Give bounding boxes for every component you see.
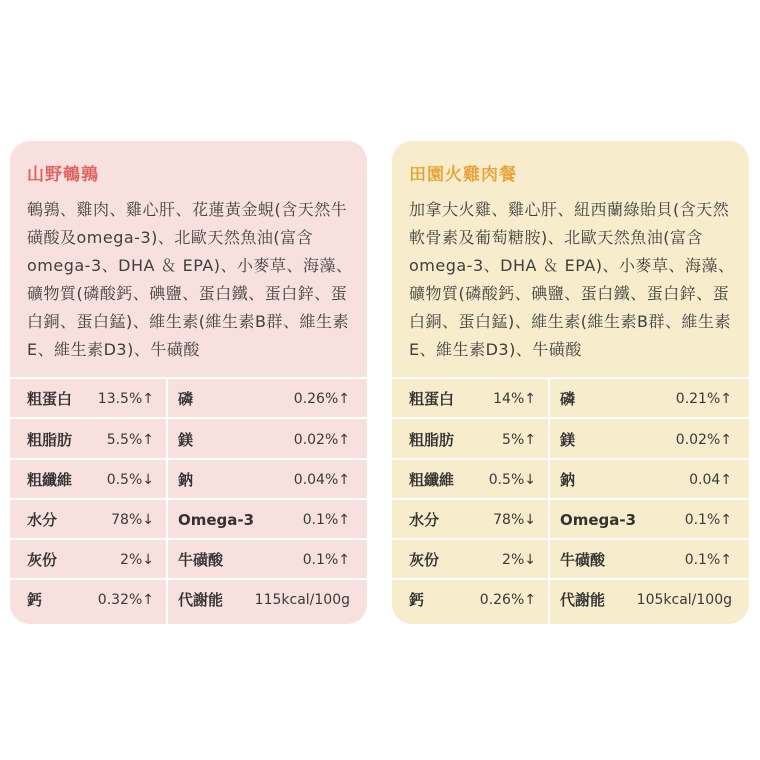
ingredients-text: 加拿大火雞、雞心肝、紐西蘭綠貽貝(含天然軟骨素及葡萄糖胺)、北歐天然魚油(富含omega-3、DHA ＆ EPA)、小麥草、海藻、礦物質(磷酸鈣、碘鹽、蛋白鐵、蛋白鋅、蛋白銅、蛋白錳)、維生素(維生素B群、維生素E、維生素D3)、牛磺酸 [409, 200, 735, 359]
table-row [392, 500, 749, 540]
nutrient-name: Omega-3 [178, 511, 255, 529]
nutrient-value: 0.5%↓ [488, 472, 536, 488]
table-row [392, 580, 749, 620]
nutrient-value: 0.1%↑ [302, 552, 350, 568]
nutrient-name: 鈣 [409, 591, 425, 609]
nutrient-value: 78%↓ [493, 512, 536, 528]
table-row [392, 379, 749, 419]
table-row [392, 460, 749, 500]
nutrient-value: 115kcal/100g [254, 592, 350, 608]
nutrient-name: 磷 [560, 390, 576, 408]
nutrient-name: 鈣 [27, 591, 43, 609]
nutrient-name: 粗脂肪 [409, 431, 455, 449]
nutrient-value: 0.04↑ [689, 472, 732, 488]
table-row [392, 540, 749, 580]
nutrient-value: 0.02%↑ [293, 432, 350, 448]
nutrient-value: 0.32%↑ [97, 592, 154, 608]
nutrient-name: 磷 [178, 390, 194, 408]
nutrient-value: 0.1%↑ [684, 552, 732, 568]
nutrient-name: 水分 [409, 511, 440, 529]
nutrient-name: 鎂 [560, 431, 576, 449]
nutrient-value: 0.1%↑ [684, 512, 732, 528]
nutrient-name: 鈉 [178, 471, 194, 489]
nutrition-table [392, 377, 749, 624]
table-row [10, 500, 367, 540]
table-row [10, 540, 367, 580]
nutrient-name: 水分 [27, 511, 58, 529]
nutrient-name: 鎂 [178, 431, 194, 449]
nutrient-value: 0.26%↑ [293, 391, 350, 407]
ingredients-text: 鵪鶉、雞肉、雞心肝、花蓮黃金蜆(含天然牛磺酸及omega-3)、北歐天然魚油(富含omega-3、DHA ＆ EPA)、小麥草、海藻、礦物質(磷酸鈣、碘鹽、蛋白鐵、蛋白鋅、蛋白銅、蛋白錳)、維生素(維生素B群、維生素E、維生素D3)、牛磺酸 [27, 200, 353, 359]
nutrient-value: 0.1%↑ [302, 512, 350, 528]
nutrient-value: 78%↓ [111, 512, 154, 528]
nutrient-value: 13.5%↑ [97, 391, 154, 407]
nutrient-value: 0.04%↑ [293, 472, 350, 488]
nutrient-name: 粗蛋白 [27, 390, 73, 408]
nutrient-name: 鈉 [560, 471, 576, 489]
nutrient-name: 灰份 [27, 551, 58, 569]
table-row [10, 379, 367, 419]
card-title: 田園火雞肉餐 [409, 165, 517, 185]
nutrient-name: 粗纖維 [409, 471, 455, 489]
nutrient-value: 0.21%↑ [675, 391, 732, 407]
nutrient-value: 14%↑ [493, 391, 536, 407]
nutrient-value: 0.02%↑ [675, 432, 732, 448]
turkey-recipe-card [392, 141, 749, 624]
nutrient-name: 灰份 [409, 551, 440, 569]
nutrient-name: 代謝能 [560, 591, 606, 609]
nutrition-table [10, 377, 367, 624]
table-row [10, 460, 367, 500]
nutrient-name: 牛磺酸 [560, 551, 606, 569]
nutrient-value: 105kcal/100g [636, 592, 732, 608]
nutrient-name: 代謝能 [178, 591, 224, 609]
nutrient-value: 5%↑ [502, 432, 536, 448]
nutrient-value: 5.5%↑ [106, 432, 154, 448]
nutrient-value: 2%↓ [502, 552, 536, 568]
table-row [10, 420, 367, 460]
nutrient-value: 0.5%↓ [106, 472, 154, 488]
quail-recipe-card [10, 141, 367, 624]
nutrient-value: 2%↓ [120, 552, 154, 568]
nutrient-name: 粗蛋白 [409, 390, 455, 408]
nutrient-name: Omega-3 [560, 511, 637, 529]
card-title: 山野鵪鶉 [27, 165, 99, 185]
table-row [392, 420, 749, 460]
table-row [10, 580, 367, 620]
nutrient-value: 0.26%↑ [479, 592, 536, 608]
nutrient-name: 粗脂肪 [27, 431, 73, 449]
nutrient-name: 粗纖維 [27, 471, 73, 489]
nutrient-name: 牛磺酸 [178, 551, 224, 569]
